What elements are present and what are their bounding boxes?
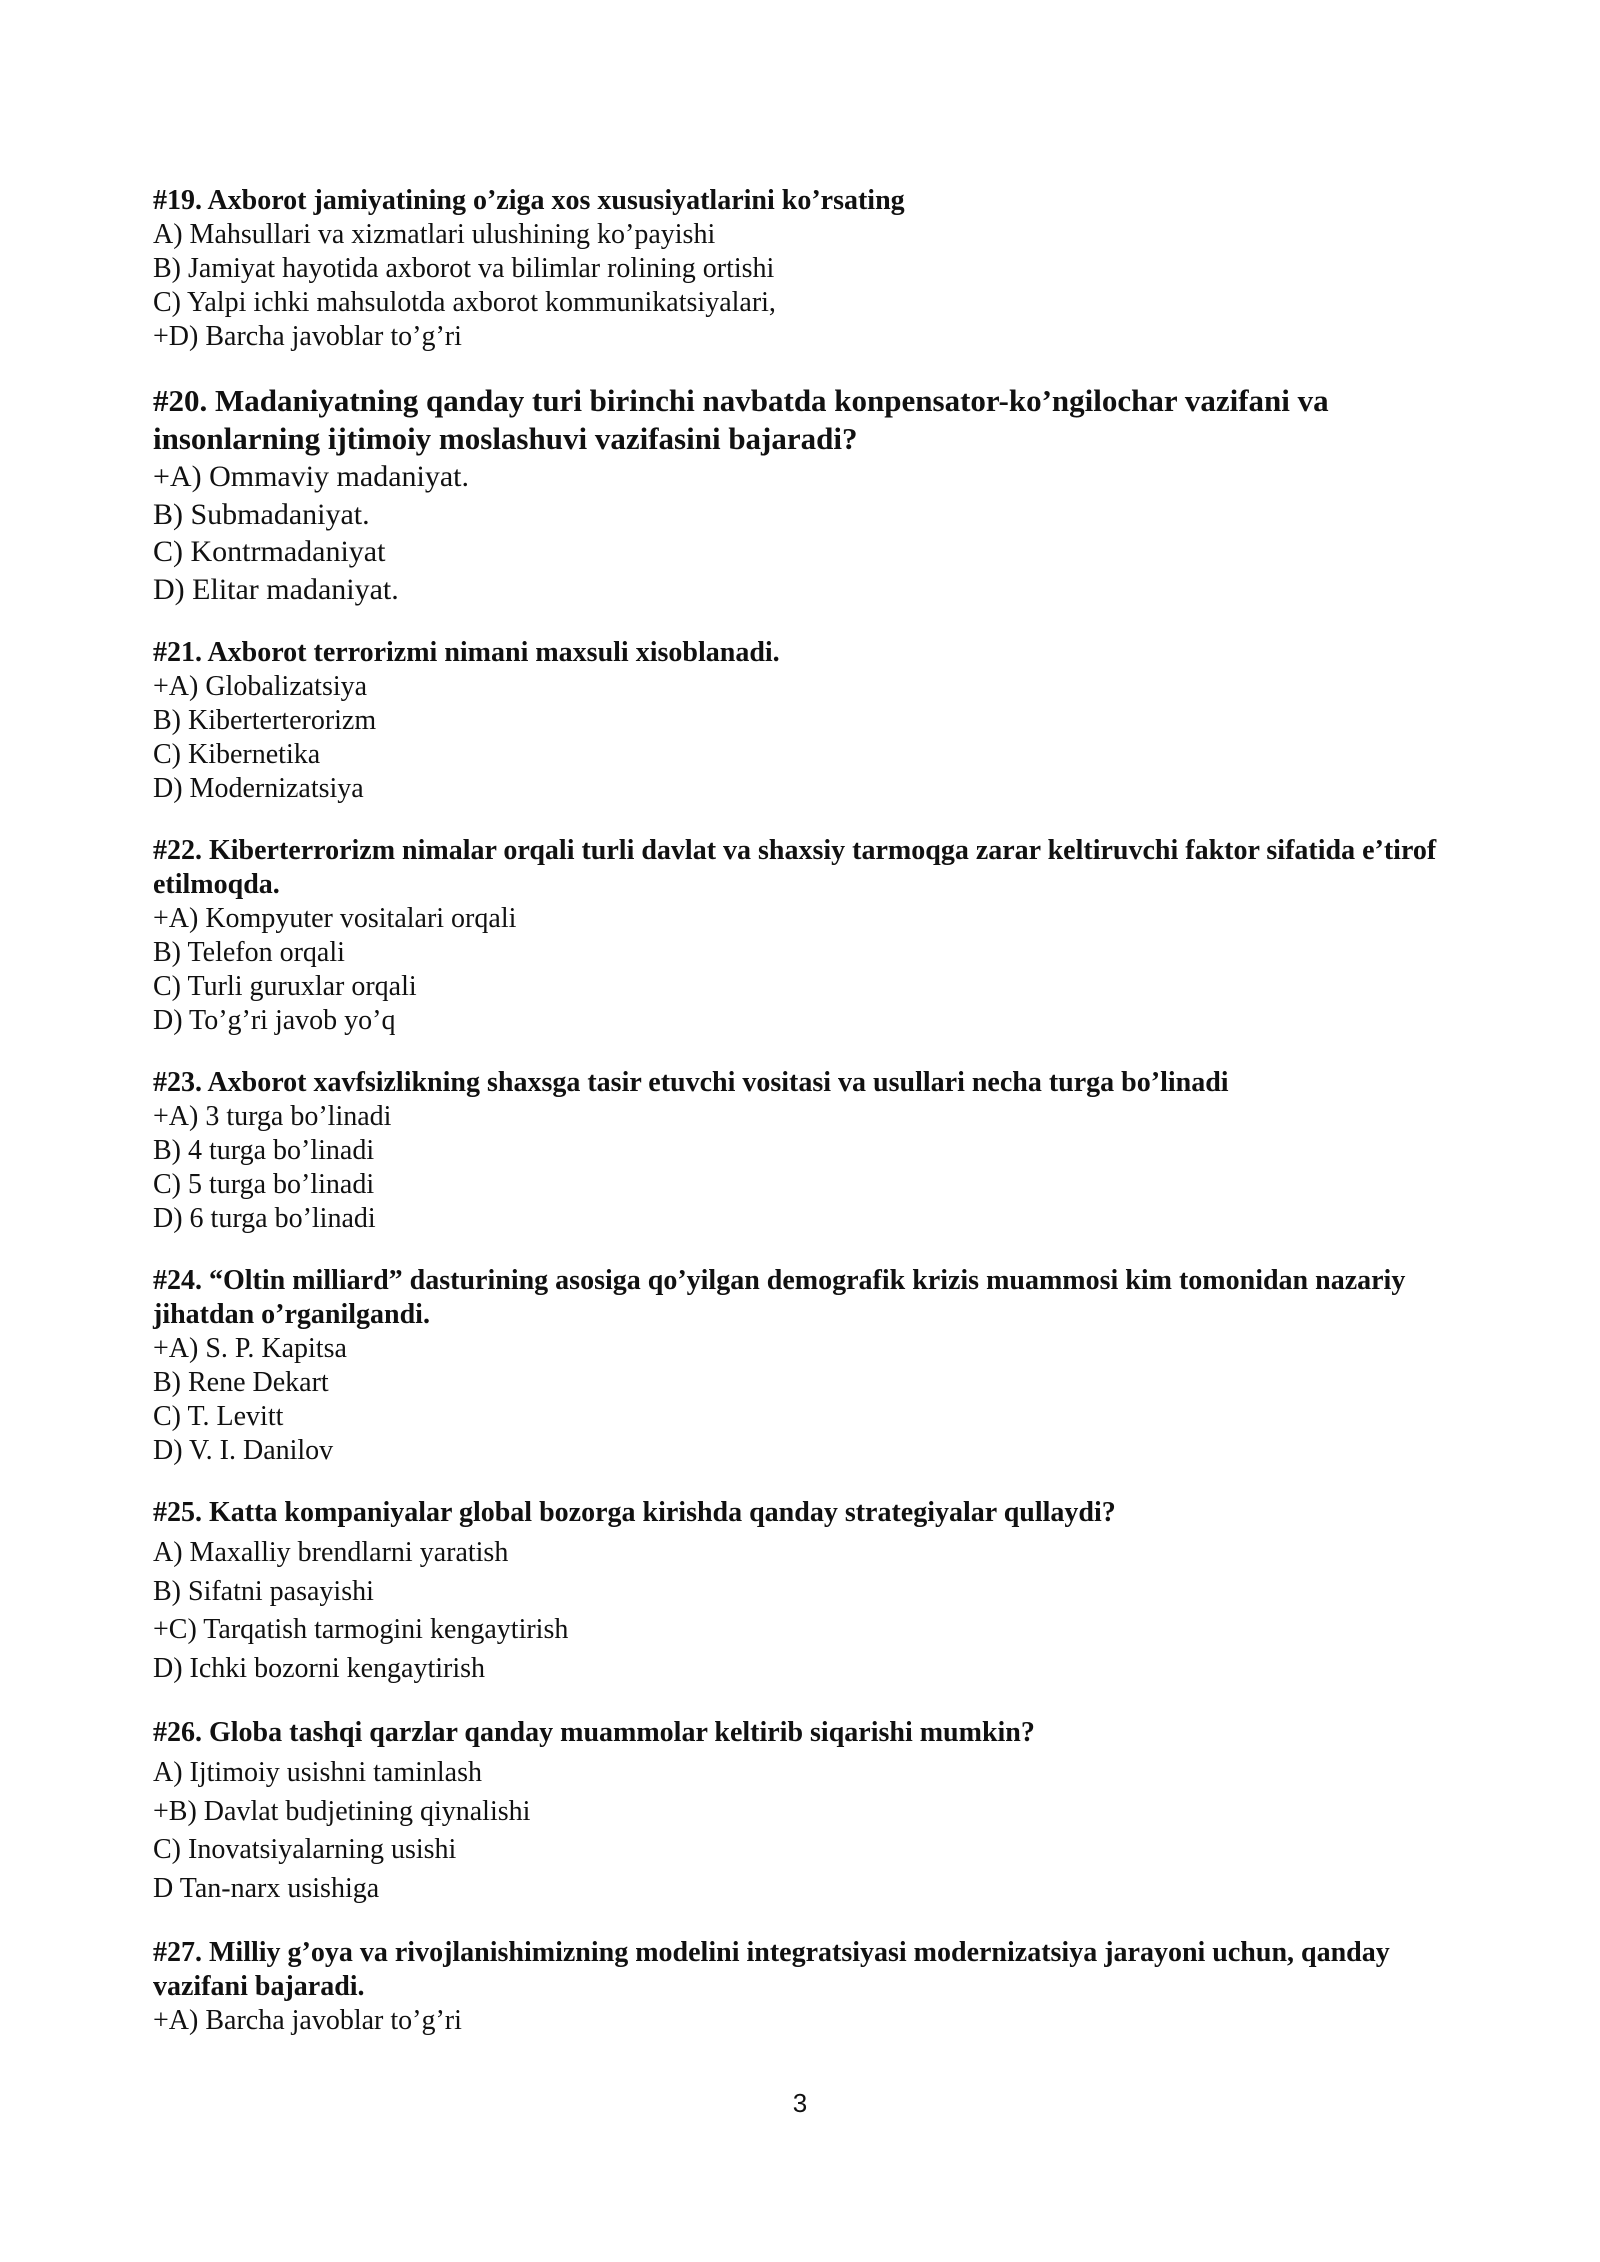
page-number: 3 — [792, 2088, 808, 2118]
answer-option: C) Kibernetika — [153, 739, 321, 770]
question-22 — [153, 834, 1483, 1038]
answer-option: C) Yalpi ichki mahsulotda axborot kommunikatsiyalari, — [153, 287, 776, 318]
question-21 — [153, 636, 1483, 806]
answer-option: C) Kontrmadaniyat — [153, 535, 386, 568]
question-19 — [153, 184, 1483, 354]
question-title: #21. Axborot terrorizmi nimani maxsuli xisoblanadi. — [153, 637, 780, 668]
question-title: #22. Kiberterrorizm nimalar orqali turli davlat va shaxsiy tarmoqga zarar keltiruvchi faktor sifatida e’tirof etilmoqda. — [153, 835, 1437, 900]
answer-option: C) 5 turga bo’linadi — [153, 1169, 375, 1200]
answer-option: B) Kiberterterorizm — [153, 705, 377, 736]
answer-option: D) To’g’ri javob yo’q — [153, 1005, 396, 1036]
answer-option: +B) Davlat budjetining qiynalishi — [153, 1795, 531, 1827]
answer-option: D) Ichki bozorni kengaytirish — [153, 1652, 486, 1684]
answer-option: C) Inovatsiyalarning usishi — [153, 1834, 457, 1865]
answer-option: D Tan-narx usishiga — [153, 1872, 380, 1904]
answer-option: B) Submadaniyat. — [153, 497, 370, 531]
question-title: #23. Axborot xavfsizlikning shaxsga tasir etuvchi vositasi va usullari necha turga bo’linadi — [153, 1067, 1229, 1098]
question-27 — [153, 1936, 1483, 2038]
question-list — [153, 184, 1483, 2066]
answer-option: C) T. Levitt — [153, 1401, 284, 1432]
answer-option: +D) Barcha javoblar to’g’ri — [153, 321, 462, 352]
answer-option: B) Telefon orqali — [153, 937, 345, 968]
question-title: #26. Globa tashqi qarzlar qanday muammolar keltirib siqarishi mumkin? — [153, 1717, 1035, 1748]
question-title: #25. Katta kompaniyalar global bozorga kirishda qanday strategiyalar qullaydi? — [153, 1497, 1116, 1528]
answer-option: A) Ijtimoiy usishni taminlash — [153, 1757, 482, 1788]
question-23 — [153, 1066, 1483, 1236]
answer-option: C) Turli guruxlar orqali — [153, 971, 417, 1002]
answer-option: D) Modernizatsiya — [153, 773, 364, 804]
answer-option: +C) Tarqatish tarmogini kengaytirish — [153, 1614, 569, 1645]
answer-option: B) Jamiyat hayotida axborot va bilimlar rolining ortishi — [153, 253, 775, 284]
question-title: #20. Madaniyatning qanday turi birinchi navbatda konpensator-ko’ngilochar vazifani va insonlarning ijtimoiy moslashuvi vazifasini bajaradi? — [153, 383, 1329, 456]
answer-option: D) V. I. Danilov — [153, 1435, 334, 1466]
answer-option: B) Rene Dekart — [153, 1367, 329, 1398]
question-26 — [153, 1716, 1483, 1908]
answer-option: B) Sifatni pasayishi — [153, 1575, 374, 1607]
answer-option: +A) 3 turga bo’linadi — [153, 1101, 392, 1132]
question-24 — [153, 1264, 1483, 1468]
question-title: #24. “Oltin milliard” dasturining asosiga qo’yilgan demografik krizis muammosi kim tomonidan nazariy jihatdan o’rganilgandi. — [153, 1265, 1406, 1330]
answer-option: +A) S. P. Kapitsa — [153, 1333, 347, 1364]
answer-option: +A) Ommaviy madaniyat. — [153, 460, 470, 493]
answer-option: D) Elitar madaniyat. — [153, 572, 399, 606]
answer-option: B) 4 turga bo’linadi — [153, 1135, 375, 1166]
question-title: #27. Milliy g’oya va rivojlanishimizning modelini integratsiyasi modernizatsiya jarayoni uchun, qanday vazifani bajaradi. — [153, 1937, 1390, 2002]
answer-option: +A) Globalizatsiya — [153, 671, 368, 702]
answer-option: D) 6 turga bo’linadi — [153, 1203, 376, 1234]
answer-option: A) Mahsullari va xizmatlari ulushining ko’payishi — [153, 219, 716, 250]
answer-option: +A) Kompyuter vositalari orqali — [153, 903, 517, 934]
question-25 — [153, 1496, 1483, 1688]
question-20 — [153, 382, 1483, 608]
answer-option: A) Maxalliy brendlarni yaratish — [153, 1537, 509, 1568]
question-title: #19. Axborot jamiyatining o’ziga xos xususiyatlarini ko’rsating — [153, 185, 905, 216]
answer-option: +A) Barcha javoblar to’g’ri — [153, 2005, 462, 2036]
